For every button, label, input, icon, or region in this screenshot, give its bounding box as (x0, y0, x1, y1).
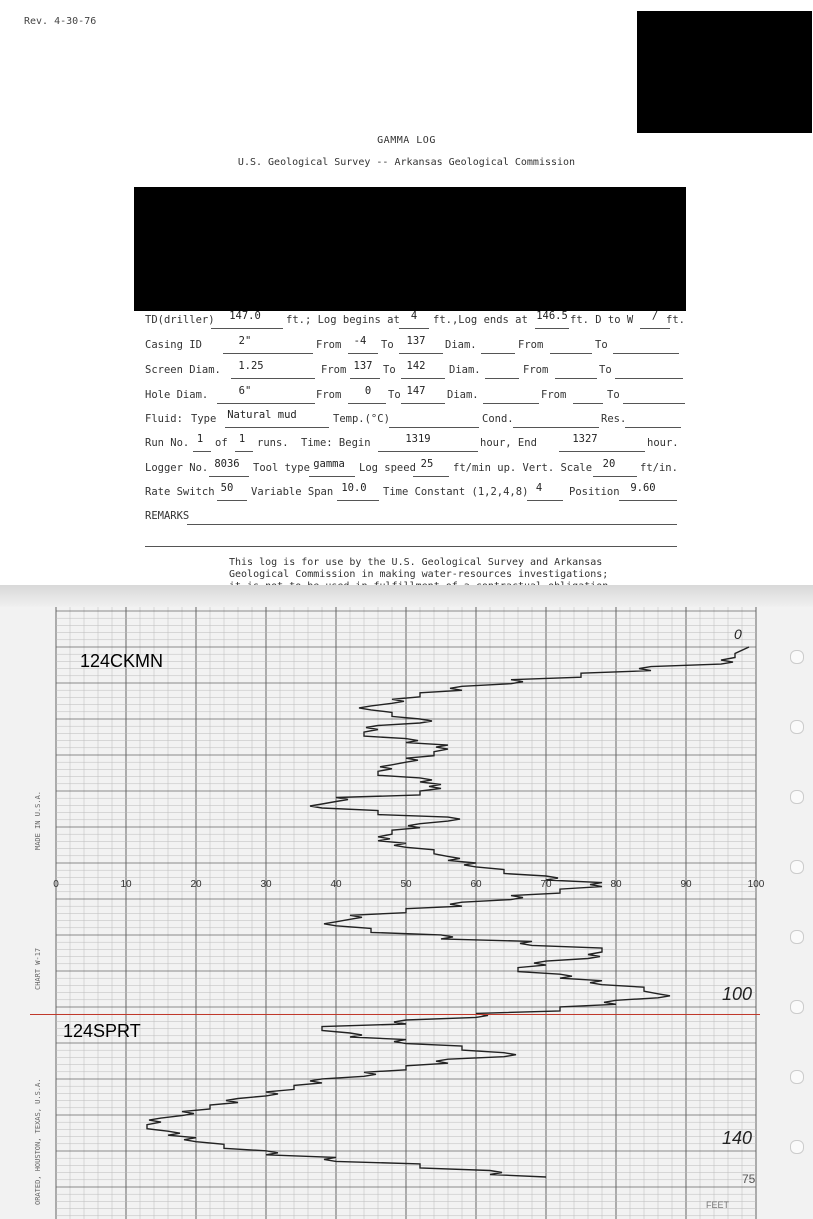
casing-from2-line (550, 339, 592, 354)
run-of-value: 1 (238, 433, 246, 445)
tool-type-value: gamma (313, 458, 345, 470)
time-begin-value: 1319 (405, 433, 431, 445)
temp-line (389, 413, 479, 428)
sprocket-hole (790, 720, 804, 734)
cond-line (513, 413, 599, 428)
revision-label: Rev. 4-30-76 (24, 16, 97, 27)
td-value: 147.0 (229, 310, 261, 322)
screen-diam2-label: Diam. (449, 364, 481, 376)
form-row-rate (145, 482, 690, 502)
fluid-type-label: Type (191, 413, 217, 425)
remarks-line-1 (187, 510, 677, 525)
dtow-label: ft. D to W (570, 314, 634, 326)
fluid-label: Fluid: (145, 413, 183, 425)
scale-label: 60 (470, 879, 482, 890)
hole-to-label: To (388, 389, 401, 401)
form-row-remarks-2 (145, 532, 690, 548)
depth-label-75: 75 (742, 1172, 756, 1186)
sprocket-hole (790, 1000, 804, 1014)
run-no-value: 1 (196, 433, 204, 445)
usage-notice: This log is for use by the U.S. Geological Survey and Arkansas Geological Commission in making water-resources investigations; (229, 557, 609, 580)
casing-to-label: To (381, 339, 394, 351)
hole-to2-line (623, 389, 685, 404)
hole-diam-value: 6" (238, 385, 252, 397)
sprocket-hole (790, 860, 804, 874)
variable-span-label: Variable Span (251, 486, 334, 498)
cond-label: Cond. (482, 413, 514, 425)
formation-label-top: 124CKMN (80, 651, 164, 671)
screen-from-label: From (321, 364, 347, 376)
page-fold-shadow (0, 585, 813, 607)
log-speed-label: Log speed (359, 462, 416, 474)
run-of-label: of (215, 437, 228, 449)
form-row-logger (145, 458, 690, 478)
screen-to2-label: To (599, 364, 612, 376)
screen-from2-label: From (523, 364, 549, 376)
casing-to2-label: To (595, 339, 608, 351)
scale-label: 0 (53, 879, 59, 890)
remarks-line-2 (145, 532, 677, 547)
side-text-chart: CHART W-17 (34, 947, 42, 990)
sprocket-hole (790, 1140, 804, 1154)
form-row-fluid (145, 409, 690, 429)
casing-diam-line (481, 339, 515, 354)
formation-boundary-line (30, 1014, 760, 1015)
run-label: Run No. (145, 437, 190, 449)
hole-diam2-line (483, 389, 539, 404)
sprocket-hole (790, 930, 804, 944)
runs-label: runs. (257, 437, 289, 449)
log-ends-label: ft.,Log ends at (433, 314, 528, 326)
vert-scale-value: 20 (602, 458, 616, 470)
sprocket-hole (790, 790, 804, 804)
hole-diam2-label: Diam. (447, 389, 479, 401)
hole-from2-line (573, 389, 603, 404)
hole-from-value: 0 (364, 385, 372, 397)
form-row-td (145, 310, 690, 330)
hole-to-value: 147 (406, 385, 426, 397)
hole-from2-label: From (541, 389, 567, 401)
log-speed-value: 25 (420, 458, 434, 470)
form-row-run (145, 433, 690, 453)
time-end-value: 1327 (572, 433, 598, 445)
time-constant-value: 4 (535, 482, 543, 494)
depth-label-100: 100 (722, 984, 753, 1004)
screen-diam-value: 1.25 (238, 360, 264, 372)
redaction-block-header (134, 187, 686, 311)
screen-from2-line (555, 364, 597, 379)
speed-unit-label: ft/min up. Vert. Scale (453, 462, 593, 474)
remarks-label: REMARKS (145, 510, 190, 522)
scale-label: 10 (120, 879, 132, 890)
dtow-value: / (651, 310, 659, 322)
logger-no-value: 8036 (214, 458, 240, 470)
casing-to-value: 137 (406, 335, 426, 347)
casing-from-label: From (316, 339, 342, 351)
log-begins-value: 4 (410, 310, 418, 322)
casing-id-value: 2" (238, 335, 252, 347)
position-label: Position (569, 486, 620, 498)
log-ends-value: 146.5 (536, 310, 568, 322)
form-row-screen (145, 360, 690, 380)
hole-label: Hole Diam. (145, 389, 209, 401)
td-label: TD(driller) (145, 314, 215, 326)
form-row-casing (145, 335, 690, 355)
gamma-log-chart (0, 607, 813, 1219)
casing-diam-label: Diam. (445, 339, 477, 351)
sprocket-hole (790, 1070, 804, 1084)
casing-label: Casing ID (145, 339, 202, 351)
scale-label: 90 (680, 879, 692, 890)
sprocket-holes (790, 640, 804, 1210)
rate-switch-label: Rate Switch (145, 486, 215, 498)
res-label: Res. (601, 413, 627, 425)
hole-from-label: From (316, 389, 342, 401)
sprocket-hole (790, 650, 804, 664)
screen-to-value: 142 (406, 360, 426, 372)
screen-from-value: 137 (353, 360, 373, 372)
depth-label-140: 140 (722, 1128, 753, 1148)
scale-label: 70 (540, 879, 552, 890)
time-constant-label: Time Constant (1,2,4,8) (383, 486, 529, 498)
log-title: GAMMA LOG (377, 135, 436, 146)
side-text-houston: ORATED, HOUSTON, TEXAS, U.S.A. (34, 1078, 42, 1205)
side-text-made-in: MADE IN U.S.A. (34, 790, 42, 850)
scale-label: 100 (747, 879, 765, 890)
screen-to-label: To (383, 364, 396, 376)
scale-label: 40 (330, 879, 342, 890)
form-row-hole (145, 385, 690, 405)
temp-label: Temp.(°C) (333, 413, 390, 425)
res-line (625, 413, 681, 428)
hour-end-label: hour, End (480, 437, 537, 449)
screen-label: Screen Diam. (145, 364, 221, 376)
ft-label: ft. (666, 314, 685, 326)
tool-type-label: Tool type (253, 462, 310, 474)
depth-label-0: 0 (734, 626, 742, 642)
rate-switch-value: 50 (220, 482, 234, 494)
formation-label-bottom: 124SPRT (63, 1021, 141, 1041)
logger-label: Logger No. (145, 462, 209, 474)
form-row-remarks (145, 510, 690, 526)
hour2-label: hour. (647, 437, 679, 449)
feet-label: FEET (706, 1200, 730, 1210)
scale-label: 50 (400, 879, 412, 890)
scale-label: 20 (190, 879, 202, 890)
screen-to2-line (615, 364, 683, 379)
hole-to2-label: To (607, 389, 620, 401)
screen-diam2-line (485, 364, 519, 379)
time-begin-label: Time: Begin (301, 437, 371, 449)
casing-from-value: -4 (353, 335, 367, 347)
position-value: 9.60 (630, 482, 656, 494)
variable-span-value: 10.0 (341, 482, 367, 494)
scale-unit-label: ft/in. (640, 462, 678, 474)
fluid-type-value: Natural mud (227, 409, 297, 421)
log-begins-label: ft.; Log begins at (286, 314, 400, 326)
scale-label: 30 (260, 879, 272, 890)
redaction-block-top-right (637, 11, 812, 133)
casing-from2-label: From (518, 339, 544, 351)
scale-label: 80 (610, 879, 622, 890)
log-subtitle: U.S. Geological Survey -- Arkansas Geological Commission (237, 157, 576, 168)
casing-to2-line (613, 339, 679, 354)
